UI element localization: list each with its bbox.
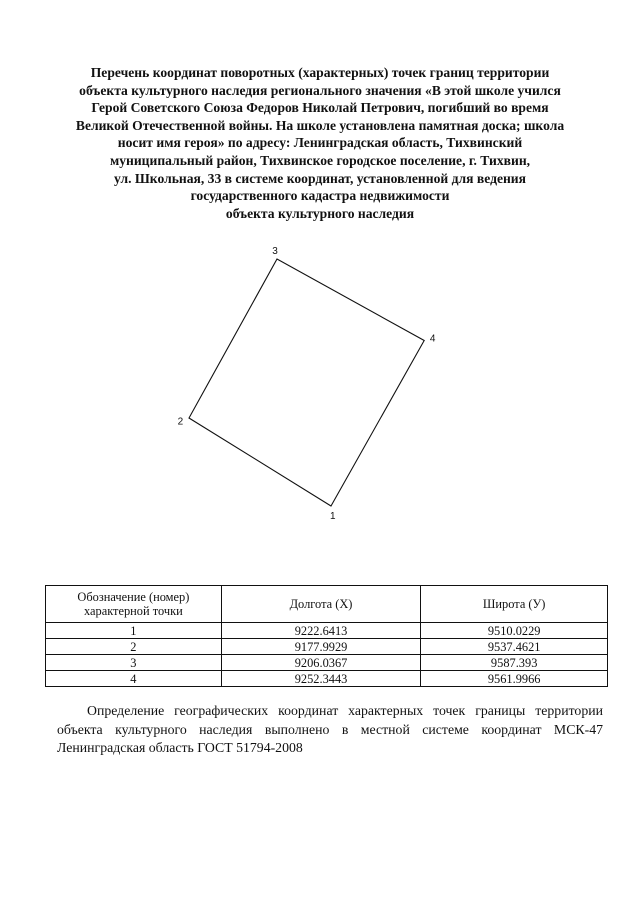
column-header-latitude: Широта (У)	[421, 586, 608, 623]
title-line: носит имя героя» по адресу: Ленинградская область, Тихвинский	[117, 135, 523, 151]
table-row	[46, 655, 608, 671]
title-line: объекта культурного наследия регионального значения «В этой школе учился	[79, 82, 561, 98]
longitude-cell: 9252.3443	[221, 671, 421, 687]
coordinates-table	[45, 585, 608, 687]
title-line: муниципальный район, Тихвинское городское поселение, г. Тихвин,	[109, 152, 531, 168]
point-label-1: 1	[330, 510, 336, 522]
table-row	[46, 639, 608, 655]
point-labels	[178, 246, 436, 522]
title-line: Перечень координат поворотных (характерных) точек границ территории	[90, 65, 550, 80]
point-label-3: 3	[272, 246, 278, 258]
latitude-cell: 9537.4621	[421, 639, 608, 655]
title-line: Великой Отечественной войны. На школе установлена памятная доска; школа	[75, 117, 565, 133]
longitude-cell: 9177.9929	[221, 639, 421, 655]
title-line: Герой Советского Союза Федоров Николай Петрович, погибший во время	[91, 100, 549, 116]
method-note: Определение географических координат характерных точек границы территории объекта культурного наследия выполнено в местной системе координат МСК-47 Ленинградская область ГОСТ 51794-2008	[57, 703, 603, 755]
point-number-cell: 2	[46, 639, 222, 655]
point-number-cell: 3	[46, 655, 222, 671]
title-line: объекта культурного наследия	[225, 205, 415, 221]
longitude-cell: 9206.0367	[221, 655, 421, 671]
point-label-4: 4	[429, 333, 436, 345]
table-row	[46, 623, 608, 639]
latitude-cell: 9561.9966	[421, 671, 608, 687]
point-number-cell: 4	[46, 671, 222, 687]
boundary-polygon	[189, 259, 424, 506]
point-number-cell: 1	[46, 623, 222, 639]
longitude-cell: 9222.6413	[221, 623, 421, 639]
column-header-longitude: Долгота (X)	[221, 586, 421, 623]
latitude-cell: 9587.393	[421, 655, 608, 671]
table-header-row	[46, 586, 608, 623]
column-header-point: Обозначение (номер) характерной точки	[46, 586, 222, 623]
table-row	[46, 671, 608, 687]
latitude-cell: 9510.0229	[421, 623, 608, 639]
title-line: государственного кадастра недвижимости	[190, 188, 450, 204]
title-line: ул. Школьная, 33 в системе координат, установленной для ведения	[113, 170, 526, 186]
point-label-2: 2	[177, 416, 184, 428]
